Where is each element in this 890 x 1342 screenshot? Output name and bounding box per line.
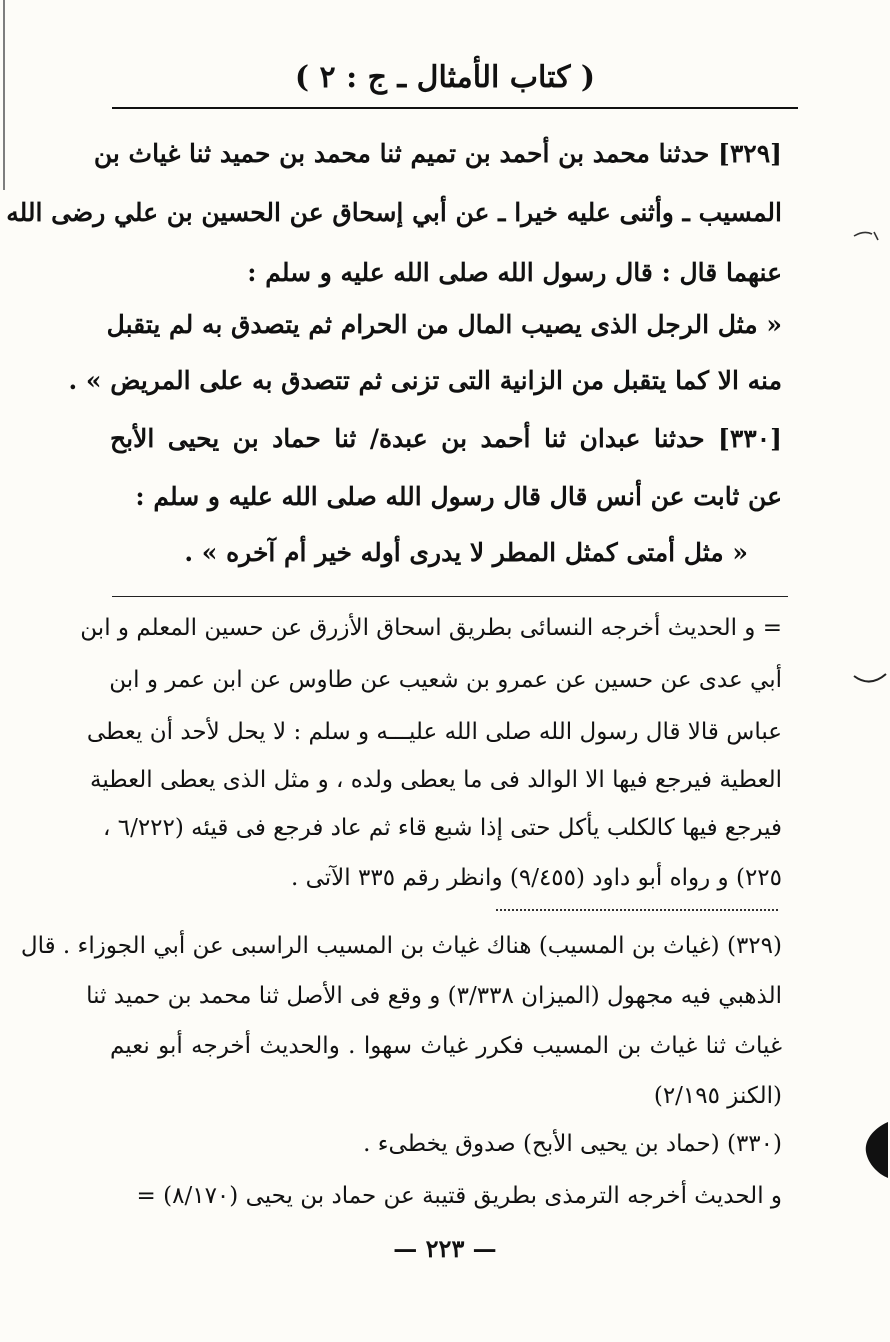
main-text-line: عن ثابت عن أنس قال قال رسول الله صلى الله عليه و سلم : (135, 482, 782, 511)
footnote-line: ٢٢٥) و رواه أبو داود (٩/٤٥٥) وانظر رقم ٣٣٥ الآتى . (290, 865, 782, 891)
scan-edge-mark (0, 0, 10, 200)
header-rule (112, 107, 798, 109)
main-text-line: المسيب ـ وأثنى عليه خيرا ـ عن أبي إسحاق عن الحسين بن علي رضى الله (6, 198, 782, 227)
scan-binding-blot (858, 1120, 890, 1180)
scan-margin-mark (852, 670, 888, 690)
footnote-line: عباس قالا قال رسول الله صلى الله عليـــه و سلم : لا يحل لأحد أن يعطى (86, 719, 782, 745)
main-text-line: عنهما قال : قال رسول الله صلى الله عليه و سلم : (247, 258, 782, 287)
scan-margin-mark (852, 220, 882, 250)
main-text-line: [٣٣٠] حدثنا عبدان ثنا أحمد بن عبدة/ ثنا حماد بن يحيى الأبح (110, 424, 782, 453)
page-header-title: ( كتاب الأمثال ـ ج : ٢ ) (294, 60, 596, 95)
footnote-divider-wavy (496, 909, 778, 911)
footnote-line: غياث ثنا غياث بن المسيب فكرر غياث سهوا . والحديث أخرجه أبو نعيم (110, 1033, 782, 1059)
footnote-separator (112, 596, 788, 597)
main-text-line: « مثل الرجل الذى يصيب المال من الحرام ثم يتصدق به لم يتقبل (106, 310, 782, 339)
footnote-line: = و الحديث أخرجه النسائى بطريق اسحاق الأزرق عن حسين المعلم و ابن (80, 615, 782, 641)
footnote-line: أبي عدى عن حسين عن عمرو بن شعيب عن طاوس عن ابن عمر و ابن (109, 667, 782, 693)
footnote-line: (الكنز ٢/١٩٥) (653, 1083, 782, 1109)
footnote-line: فيرجع فيها كالكلب يأكل حتى إذا شبع قاء ثم عاد فرجع فى قيئه (٦/٢٢٢ ، (102, 815, 782, 841)
main-text-line: « مثل أمتى كمثل المطر لا يدرى أوله خير أم آخره » . (184, 538, 748, 567)
main-text-line: منه الا كما يتقبل من الزانية التى تزنى ثم تتصدق به على المريض » . (68, 366, 782, 395)
footnote-line: و الحديث أخرجه الترمذى بطريق قتيبة عن حماد بن يحيى (٨/١٧٠) = (136, 1183, 782, 1209)
footnote-line: الذهبي فيه مجهول (الميزان ٣/٣٣٨) و وقع فى الأصل ثنا محمد بن حميد ثنا (86, 983, 782, 1009)
footnote-line: (٣٢٩) (غياث بن المسيب) هناك غياث بن المسيب الراسبى عن أبي الجوزاء . قال (20, 933, 782, 959)
footnote-line: العطية فيرجع فيها الا الوالد فى ما يعطى ولده ، و مثل الذى يعطى العطية (90, 767, 782, 793)
page-number: — ٢٢٣ — (393, 1234, 497, 1263)
main-text-line: [٣٢٩] حدثنا محمد بن أحمد بن تميم ثنا محمد بن حميد ثنا غياث بن (93, 139, 782, 168)
footnote-line: (٣٣٠) (حماد بن يحيى الأبح) صدوق يخطىء . (363, 1131, 782, 1157)
